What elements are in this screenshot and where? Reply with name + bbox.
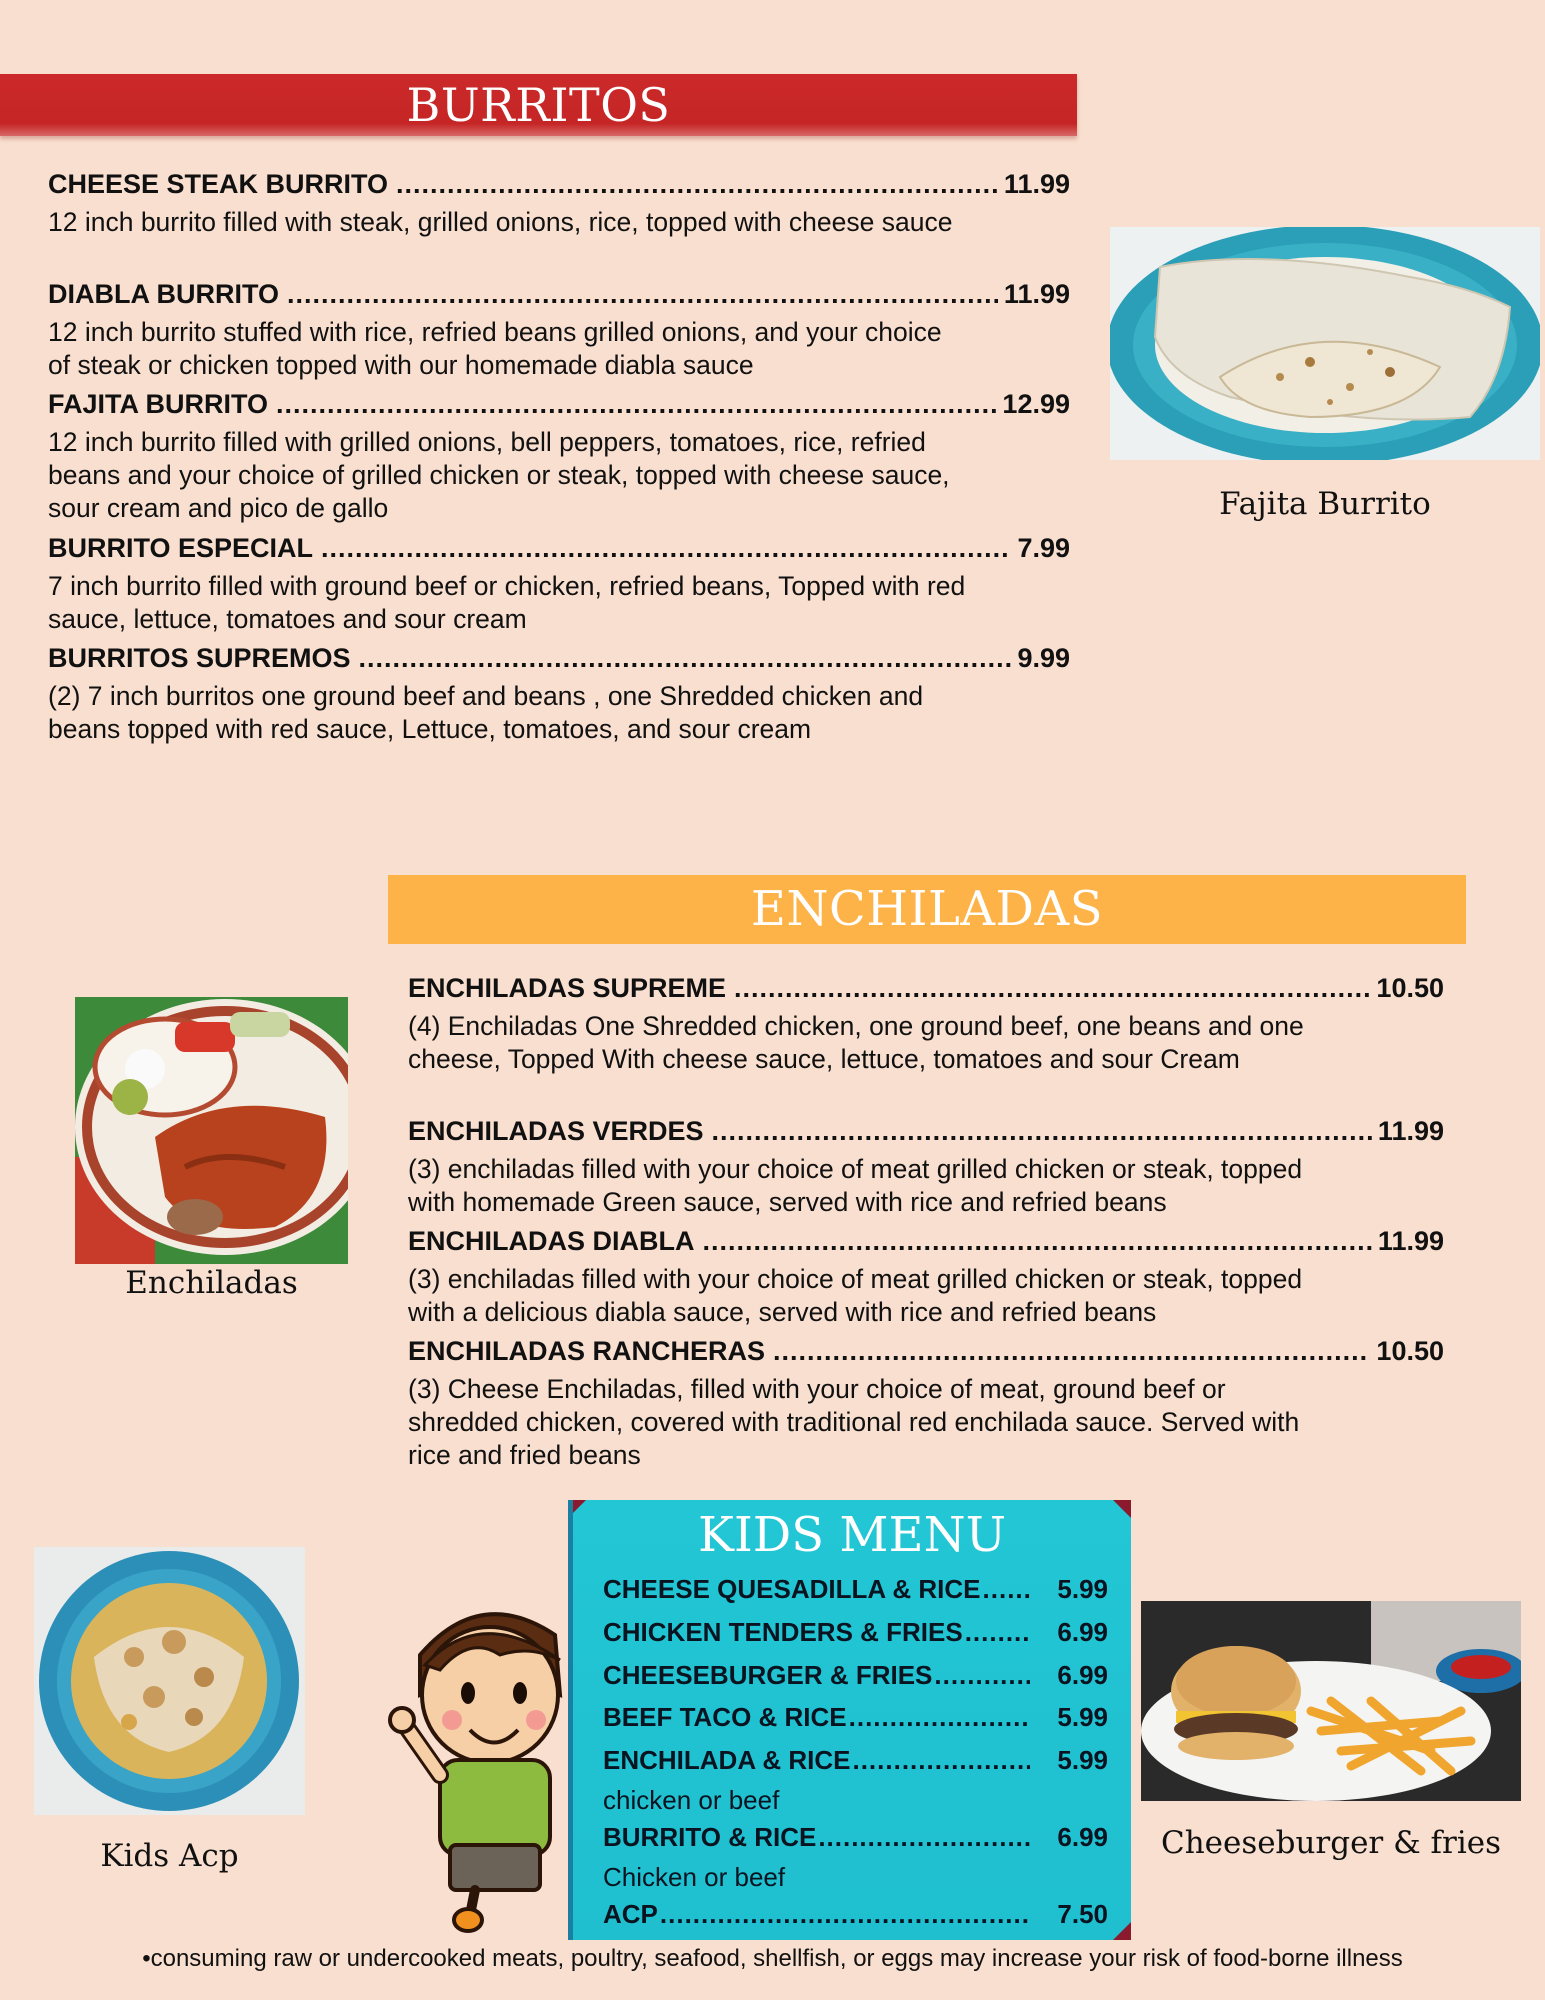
cartoon-kid-illustration — [380, 1575, 580, 1935]
item-price: 12.99 — [1002, 389, 1070, 419]
kids-item — [603, 1615, 1108, 1649]
item-price: 11.99 — [1377, 1116, 1444, 1146]
cheeseburger-photo — [1141, 1601, 1521, 1801]
food-safety-footnote: •consuming raw or undercooked meats, poultry, seafood, shellfish, or eggs may increase your risk of food-borne illness — [142, 1945, 1403, 1972]
item-price: 5.99 — [1057, 1574, 1108, 1604]
item-price: 11.99 — [1003, 279, 1070, 309]
menu-item — [48, 532, 1070, 636]
kids-item-note: Chicken or beef — [603, 1862, 786, 1892]
enchiladas-photo — [75, 997, 348, 1264]
item-description: (3) enchiladas filled with your choice of meat grilled chicken or steak, topped with homemade Green sauce, served with rice and refried beans — [408, 1154, 1303, 1217]
menu-item — [408, 972, 1444, 1076]
item-price: 7.99 — [1017, 533, 1070, 563]
menu-item — [48, 278, 1070, 382]
enchiladas-banner: ENCHILADAS — [388, 875, 1466, 944]
item-price: 6.99 — [1057, 1822, 1108, 1852]
item-description: 7 inch burrito filled with ground beef or chicken, refried beans, Topped with red sauce, lettuce, tomatoes and sour cream — [48, 571, 966, 634]
leader-dots — [359, 642, 1012, 674]
kids-item-note: chicken or beef — [603, 1785, 780, 1815]
item-name: ENCHILADAS SUPREME — [408, 973, 727, 1003]
kids-corner-decoration — [1113, 1922, 1131, 1940]
item-name: BEEF TACO & RICE — [603, 1702, 847, 1732]
menu-item — [408, 1115, 1444, 1219]
kids-menu-box — [568, 1500, 1131, 1940]
leader-dots — [773, 1335, 1370, 1367]
leader-dots — [712, 1115, 1372, 1147]
item-description: 12 inch burrito stuffed with rice, refried beans grilled onions, and your choice of steak or chicken topped with our homemade diabla sauce — [48, 317, 942, 380]
fajita-burrito-photo — [1110, 227, 1540, 460]
menu-item — [408, 1225, 1444, 1329]
leader-dots — [734, 972, 1370, 1004]
item-name: ACP — [603, 1899, 658, 1929]
item-name: DIABLA BURRITO — [48, 279, 279, 309]
item-price: 5.99 — [1057, 1745, 1108, 1775]
item-price: 6.99 — [1057, 1617, 1108, 1647]
leader-dots — [983, 1572, 1030, 1606]
item-description: (3) enchiladas filled with your choice of meat grilled chicken or steak, topped with a delicious diabla sauce, served with rice and refried beans — [408, 1264, 1303, 1327]
item-name: ENCHILADA & RICE — [603, 1745, 851, 1775]
leader-dots — [321, 532, 1011, 564]
leader-dots — [396, 168, 998, 200]
kids-item — [603, 1658, 1108, 1692]
kids-item — [603, 1743, 1108, 1777]
kids-menu-title: KIDS MENU — [697, 1507, 1007, 1563]
item-name: CHEESE STEAK BURRITO — [48, 169, 389, 199]
leader-dots — [934, 1658, 1030, 1692]
item-name: BURRITO & RICE — [603, 1822, 817, 1852]
item-price: 7.50 — [1057, 1899, 1108, 1929]
item-description: 12 inch burrito filled with grilled onions, bell peppers, tomatoes, rice, refried beans and your choice of grilled chicken or steak, topped with cheese sauce, sour cream and pico de gallo — [48, 427, 950, 523]
enchiladas-caption: Enchiladas — [125, 1265, 298, 1301]
leader-dots — [852, 1743, 1030, 1777]
menu-item — [48, 642, 1070, 746]
leader-dots — [287, 278, 998, 310]
kids-item — [603, 1820, 1108, 1854]
menu-item — [48, 168, 1070, 239]
item-name: ENCHILADAS DIABLA — [408, 1226, 695, 1256]
item-name: BURRITOS SUPREMOS — [48, 643, 351, 673]
item-description: 12 inch burrito filled with steak, grilled onions, rice, topped with cheese sauce — [48, 207, 953, 237]
kids-item — [603, 1897, 1108, 1931]
item-name: FAJITA BURRITO — [48, 389, 269, 419]
leader-dots — [276, 388, 996, 420]
item-price: 11.99 — [1377, 1226, 1444, 1256]
item-description: (2) 7 inch burritos one ground beef and beans , one Shredded chicken and beans topped with red sauce, Lettuce, tomatoes, and sour cream — [48, 681, 924, 744]
item-description: (3) Cheese Enchiladas, filled with your choice of meat, ground beef or shredded chicken, covered with traditional red enchilada sauce. Served with rice and fried beans — [408, 1374, 1300, 1470]
burritos-banner: BURRITOS — [0, 74, 1077, 136]
leader-dots — [818, 1820, 1030, 1854]
leader-dots — [660, 1897, 1030, 1931]
kids-acp-photo — [34, 1547, 305, 1815]
menu-item — [408, 1335, 1444, 1472]
leader-dots — [965, 1615, 1030, 1649]
item-name: ENCHILADAS RANCHERAS — [408, 1336, 766, 1366]
item-price: 9.99 — [1017, 643, 1070, 673]
item-name: CHEESE QUESADILLA & RICE — [603, 1574, 981, 1604]
item-price: 10.50 — [1376, 1336, 1444, 1366]
cheeseburger-caption: Cheeseburger & fries — [1160, 1825, 1502, 1861]
kids-acp-caption: Kids Acp — [100, 1838, 239, 1874]
item-name: CHICKEN TENDERS & FRIES — [603, 1617, 963, 1647]
menu-item — [48, 388, 1070, 525]
kids-item — [603, 1572, 1108, 1606]
item-price: 6.99 — [1057, 1660, 1108, 1690]
item-price: 11.99 — [1003, 169, 1070, 199]
leader-dots — [849, 1700, 1030, 1734]
item-price: 5.99 — [1057, 1702, 1108, 1732]
item-name: ENCHILADAS VERDES — [408, 1116, 704, 1146]
fajita-burrito-caption: Fajita Burrito — [1219, 486, 1431, 522]
item-price: 10.50 — [1376, 973, 1444, 1003]
leader-dots — [703, 1225, 1372, 1257]
item-description: (4) Enchiladas One Shredded chicken, one ground beef, one beans and one cheese, Topped With cheese sauce, lettuce, tomatoes and sour Cream — [408, 1011, 1304, 1074]
item-name: BURRITO ESPECIAL — [48, 533, 314, 563]
kids-item — [603, 1700, 1108, 1734]
item-name: CHEESEBURGER & FRIES — [603, 1660, 933, 1690]
